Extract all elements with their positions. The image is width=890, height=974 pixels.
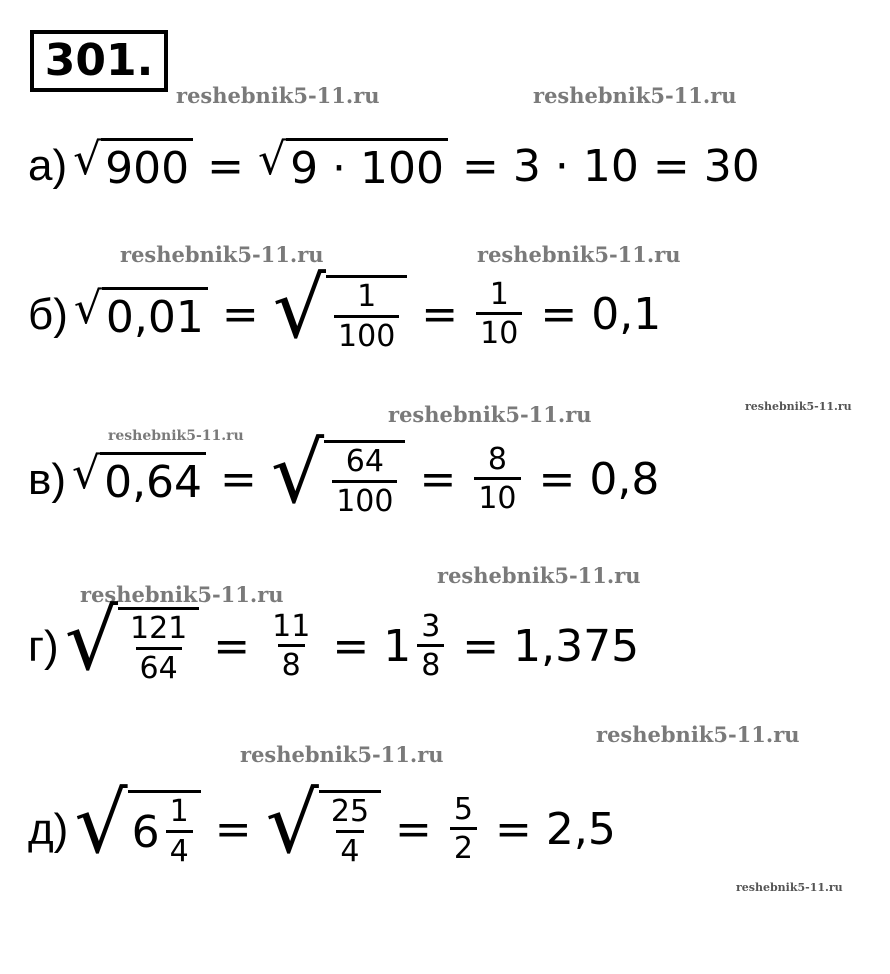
equals-sign: = <box>213 621 251 672</box>
sqrt-fraction: √ $\frac{1}{100}$ <box>273 275 408 354</box>
fraction: $\frac{25}{4}$ <box>330 794 370 869</box>
watermark: reshebnik5-11.ru <box>176 83 380 108</box>
fraction: $\frac{11}{8}$ <box>272 608 311 683</box>
fraction: $\frac{121}{64}$ <box>129 611 188 686</box>
watermark: reshebnik5-11.ru <box>388 402 592 427</box>
label-a: а) <box>28 141 68 190</box>
equals-sign: = <box>221 289 259 340</box>
result: 0,8 <box>589 454 660 505</box>
watermark: reshebnik5-11.ru <box>533 83 737 108</box>
equation-d <box>28 774 616 872</box>
problem-number: 301. <box>30 30 168 92</box>
equals-sign: = <box>495 804 532 855</box>
equals-sign: = <box>421 289 459 340</box>
watermark: reshebnik5-11.ru <box>745 400 852 413</box>
sqrt-9x100: √ 9 · 100 <box>258 138 448 194</box>
equals-sign: = <box>538 454 576 505</box>
label-g: г) <box>28 621 59 671</box>
sqrt-0-01: √ 0,01 <box>74 287 208 343</box>
product: 3 · 10 <box>512 140 639 192</box>
watermark: reshebnik5-11.ru <box>437 563 641 588</box>
equals-sign: = <box>652 140 690 192</box>
fraction: $\frac{1}{100}$ <box>334 280 399 354</box>
equals-sign: = <box>462 140 499 192</box>
equation-a <box>28 134 760 194</box>
watermark: reshebnik5-11.ru <box>240 742 444 767</box>
equals-sign: = <box>214 804 252 855</box>
equals-sign: = <box>419 454 457 505</box>
equals-sign: = <box>220 454 257 505</box>
watermark: reshebnik5-11.ru <box>80 582 284 607</box>
fraction: $\frac{1}{10}$ <box>476 278 522 352</box>
result: 30 <box>703 140 760 192</box>
sqrt-0-64: √ 0,64 <box>72 452 206 508</box>
fraction: $\frac{64}{100}$ <box>332 445 397 519</box>
watermark: reshebnik5-11.ru <box>596 722 800 747</box>
sqrt-fraction: √ $\frac{121}{64}$ <box>65 607 200 686</box>
watermark: reshebnik5-11.ru <box>477 242 681 267</box>
sqrt-fraction: √ $\frac{64}{100}$ <box>271 440 406 519</box>
equals-sign: = <box>207 140 245 192</box>
result: 2,5 <box>545 804 616 855</box>
watermark: reshebnik5-11.ru <box>108 428 244 444</box>
sqrt-900: √ 900 <box>73 138 193 194</box>
equals-sign: = <box>462 621 500 672</box>
sqrt-fraction: √ $\frac{25}{4}$ <box>266 790 381 869</box>
label-v: в) <box>28 454 67 504</box>
watermark: reshebnik5-11.ru <box>736 881 843 894</box>
equals-sign: = <box>395 804 432 855</box>
result: 1,375 <box>513 621 640 672</box>
label-b: б) <box>28 289 68 339</box>
mixed-number: 1 $\frac{3}{8}$ <box>383 610 448 684</box>
fraction: $\frac{5}{2}$ <box>450 793 477 867</box>
result: 0,1 <box>591 289 662 340</box>
watermark: reshebnik5-11.ru <box>120 242 324 267</box>
sqrt-mixed: √ 6 $\frac{1}{4}$ <box>74 790 200 869</box>
label-d: д) <box>28 804 69 854</box>
equals-sign: = <box>332 621 370 672</box>
equation-b <box>28 259 662 357</box>
equals-sign: = <box>540 289 578 340</box>
fraction: $\frac{8}{10}$ <box>474 443 520 517</box>
